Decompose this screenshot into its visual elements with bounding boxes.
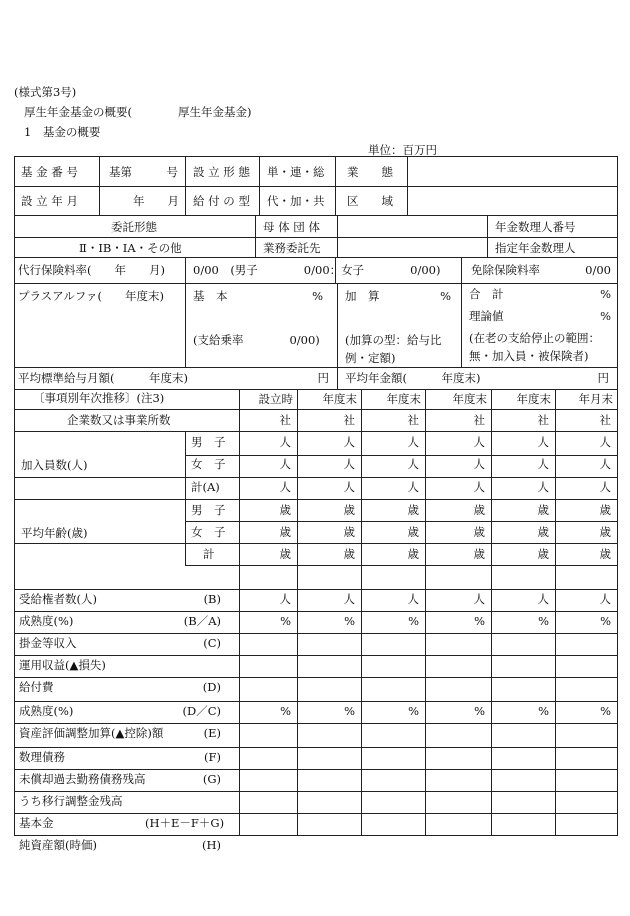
unit-pct: % — [538, 614, 549, 628]
rule-h — [15, 701, 617, 702]
fund-number-value: 基第 号 — [109, 165, 178, 179]
row-label: 成熟度(%) — [19, 704, 74, 718]
rule-v — [185, 431, 186, 565]
rule-h — [15, 747, 617, 748]
column-header: 年度末 — [452, 392, 487, 406]
actuary-number-label: 年金数理人番号 — [495, 220, 576, 234]
row-label: 給付費 — [19, 680, 54, 694]
column-header: 年度末 — [322, 392, 357, 406]
rule-v — [337, 367, 338, 389]
rule-h — [15, 477, 617, 478]
establishment-form-label: 設 立 形 態 — [193, 165, 250, 179]
row-label: 成熟度(%) — [19, 614, 74, 628]
row-label: 資産評価調整加算(▲控除)額 — [19, 726, 164, 740]
designated-actuary-label: 指定年金数理人 — [495, 241, 576, 255]
row-label: 純資産額(時価) — [19, 838, 97, 852]
area-label: 区 域 — [347, 194, 393, 208]
unit-pct: % — [600, 704, 611, 718]
avg-pension-yen: 円 — [597, 371, 609, 385]
rule-h — [15, 237, 617, 238]
sub-female: 女 子 — [191, 457, 226, 471]
row-code: (C) — [203, 636, 221, 650]
unit-sai: 歳 — [473, 525, 485, 539]
unit-nin: 人 — [407, 457, 419, 471]
rule-h — [15, 769, 617, 770]
rule-v — [255, 215, 256, 257]
rule-v — [337, 215, 338, 257]
unit-sai: 歳 — [473, 503, 485, 517]
sub-total: 計 — [203, 547, 215, 561]
establishment-date-label: 設 立 年 月 — [21, 194, 78, 208]
rule-h — [15, 791, 617, 792]
trust-form-label: 委託形態 — [111, 220, 157, 234]
rule-v — [487, 215, 488, 257]
avg-age-label: 平均年齢(歳) — [21, 526, 88, 540]
rule-v — [99, 157, 100, 215]
unit-sai: 歳 — [537, 525, 549, 539]
avg-pension-label: 平均年金額( 年度末) — [345, 371, 481, 385]
exemption-rate-value: 0/00 — [585, 263, 611, 277]
suspension-range-2: 無・加入員・被保険者) — [469, 349, 589, 363]
basic-label: 基 本 — [193, 289, 228, 303]
rule-h — [15, 633, 617, 634]
unit-pct: % — [280, 704, 291, 718]
unit-sai: 歳 — [599, 503, 611, 517]
unit-sha: 社 — [343, 413, 355, 427]
avg-salary-yen: 円 — [317, 371, 329, 385]
row-code: (D／C) — [182, 704, 221, 718]
unit-sai: 歳 — [343, 503, 355, 517]
rule-h — [15, 499, 617, 500]
unit-sai: 歳 — [599, 525, 611, 539]
row-label: 未償却過去勤務債務残高 — [19, 772, 146, 786]
rule-h — [15, 543, 617, 544]
unit-sai: 歳 — [343, 525, 355, 539]
rule-h — [15, 409, 617, 410]
establishments-label: 企業数又は事業所数 — [67, 413, 171, 427]
total-label: 合 計 — [469, 287, 504, 301]
benefit-type-label: 給 付 の 型 — [193, 194, 250, 208]
unit-nin: 人 — [407, 592, 419, 606]
row-code: (B) — [203, 592, 221, 606]
row-code: (H) — [201, 838, 221, 852]
establishment-date-value: 年 月 — [133, 194, 179, 208]
members-label: 加入員数(人) — [21, 458, 88, 472]
plus-alpha-label: プラスアルファ( 年度末) — [18, 289, 164, 303]
add-sub-1: (加算の型：給与比 — [345, 333, 442, 347]
rule-v — [185, 257, 186, 367]
row-label: 運用収益(▲損失) — [19, 658, 106, 672]
rule-h — [185, 565, 617, 566]
unit-nin: 人 — [279, 480, 291, 494]
unit-nin: 人 — [279, 435, 291, 449]
unit-nin: 人 — [343, 435, 355, 449]
unit-nin: 人 — [343, 480, 355, 494]
unit-sai: 歳 — [473, 547, 485, 561]
unit-sai: 歳 — [279, 503, 291, 517]
trend-header: 〔事項別年次推移〕(注3) — [33, 391, 165, 405]
rule-h — [15, 813, 617, 814]
form-number: (様式第3号) — [14, 85, 77, 99]
rule-v — [335, 157, 336, 215]
column-header: 年度末 — [516, 392, 551, 406]
row-code: (E) — [203, 726, 221, 740]
business-type-label: 業 態 — [347, 165, 393, 179]
unit-sha: 社 — [537, 413, 549, 427]
fund-number-label: 基 金 番 号 — [21, 165, 78, 179]
add-label: 加 算 — [345, 289, 380, 303]
unit-nin: 人 — [473, 480, 485, 494]
add-sub-2: 例・定額) — [345, 351, 396, 365]
unit-label: 単位：百万円 — [368, 143, 437, 157]
unit-nin: 人 — [599, 457, 611, 471]
row-label: 数理債務 — [19, 750, 65, 764]
rule-h — [15, 215, 617, 216]
sub-female: 女 子 — [191, 525, 226, 539]
contractor-label: 業務委託先 — [263, 241, 321, 255]
rule-v — [337, 283, 338, 367]
rule-v — [407, 157, 408, 215]
total-pct: % — [600, 287, 611, 301]
rule-v — [185, 157, 186, 215]
section-heading: 1 基金の概要 — [24, 125, 101, 139]
rule-h — [15, 367, 617, 368]
sub-male: 男 子 — [191, 435, 226, 449]
unit-nin: 人 — [537, 480, 549, 494]
unit-nin: 人 — [407, 435, 419, 449]
unit-nin: 人 — [537, 592, 549, 606]
rule-h — [15, 257, 617, 258]
rule-h — [15, 723, 617, 724]
unit-sha: 社 — [407, 413, 419, 427]
unit-sai: 歳 — [599, 547, 611, 561]
substitute-rate-value: 0/00 (男子 0/00：女子 0/00) — [193, 263, 441, 277]
theory-pct: % — [600, 309, 611, 323]
unit-pct: % — [600, 614, 611, 628]
column-header: 年月末 — [578, 392, 613, 406]
rule-h — [15, 186, 617, 187]
row-code: (F) — [204, 750, 221, 764]
establishment-form-value: 単・連・総 — [267, 165, 325, 179]
unit-sai: 歳 — [407, 547, 419, 561]
rule-h — [185, 455, 617, 456]
unit-pct: % — [538, 704, 549, 718]
benefit-type-value: 代・加・共 — [267, 194, 325, 208]
unit-nin: 人 — [599, 592, 611, 606]
rule-h — [15, 589, 617, 590]
unit-sai: 歳 — [537, 547, 549, 561]
unit-nin: 人 — [473, 457, 485, 471]
fund-overview-table — [14, 156, 618, 852]
rule-v — [335, 257, 336, 283]
unit-nin: 人 — [407, 480, 419, 494]
substitute-rate-label: 代行保険料率( 年 月) — [18, 263, 165, 277]
unit-sai: 歳 — [343, 547, 355, 561]
rule-h — [15, 677, 617, 678]
row-code: (D) — [202, 680, 221, 694]
column-header: 年度末 — [386, 392, 421, 406]
unit-sha: 社 — [279, 413, 291, 427]
row-label: 基本金 — [19, 816, 54, 830]
sub-total-a: 計(A) — [191, 480, 220, 494]
unit-nin: 人 — [343, 592, 355, 606]
basic-pct: % — [312, 289, 323, 303]
row-label: 受給権者数(人) — [19, 592, 97, 606]
rule-h — [15, 389, 617, 390]
rule-h — [185, 521, 617, 522]
row-code: (H＋E－F＋G) — [145, 816, 225, 830]
rule-v — [259, 157, 260, 215]
row-label: 掛金等収入 — [19, 636, 77, 650]
unit-nin: 人 — [599, 480, 611, 494]
unit-sha: 社 — [473, 413, 485, 427]
basic-sub: (支給乗率 0/00) — [193, 333, 320, 347]
unit-nin: 人 — [537, 435, 549, 449]
suspension-range-1: (在老の支給停止の範囲： — [469, 331, 600, 345]
unit-pct: % — [408, 704, 419, 718]
rule-h — [15, 655, 617, 656]
unit-nin: 人 — [473, 592, 485, 606]
row-label: うち移行調整金残高 — [19, 794, 123, 808]
unit-nin: 人 — [537, 457, 549, 471]
add-pct: % — [440, 289, 451, 303]
theory-label: 理論値 — [469, 309, 504, 323]
unit-sai: 歳 — [407, 525, 419, 539]
trust-form-value: Ⅱ・ⅠB・ⅠA・その他 — [79, 241, 182, 255]
unit-sai: 歳 — [279, 525, 291, 539]
row-code: (G) — [202, 772, 221, 786]
sub-male: 男 子 — [191, 503, 226, 517]
unit-pct: % — [474, 614, 485, 628]
unit-pct: % — [474, 704, 485, 718]
row-code: (B／A) — [183, 614, 221, 628]
exemption-rate-label: 免除保険料率 — [471, 263, 540, 277]
unit-sha: 社 — [599, 413, 611, 427]
unit-pct: % — [280, 614, 291, 628]
rule-h — [15, 283, 617, 284]
parent-organization-label: 母 体 団 体 — [263, 220, 320, 234]
rule-h — [15, 611, 617, 612]
unit-nin: 人 — [279, 457, 291, 471]
unit-nin: 人 — [343, 457, 355, 471]
page-title: 厚生年金基金の概要( 厚生年金基金) — [24, 105, 252, 119]
column-header: 設立時 — [258, 392, 293, 406]
unit-sai: 歳 — [279, 547, 291, 561]
unit-nin: 人 — [599, 435, 611, 449]
rule-h — [15, 431, 617, 432]
rule-v — [461, 257, 462, 367]
unit-sai: 歳 — [537, 503, 549, 517]
unit-nin: 人 — [279, 592, 291, 606]
unit-pct: % — [344, 704, 355, 718]
unit-pct: % — [408, 614, 419, 628]
unit-nin: 人 — [473, 435, 485, 449]
unit-sai: 歳 — [407, 503, 419, 517]
avg-salary-label: 平均標準給与月額( 年度末) — [18, 371, 188, 385]
unit-pct: % — [344, 614, 355, 628]
